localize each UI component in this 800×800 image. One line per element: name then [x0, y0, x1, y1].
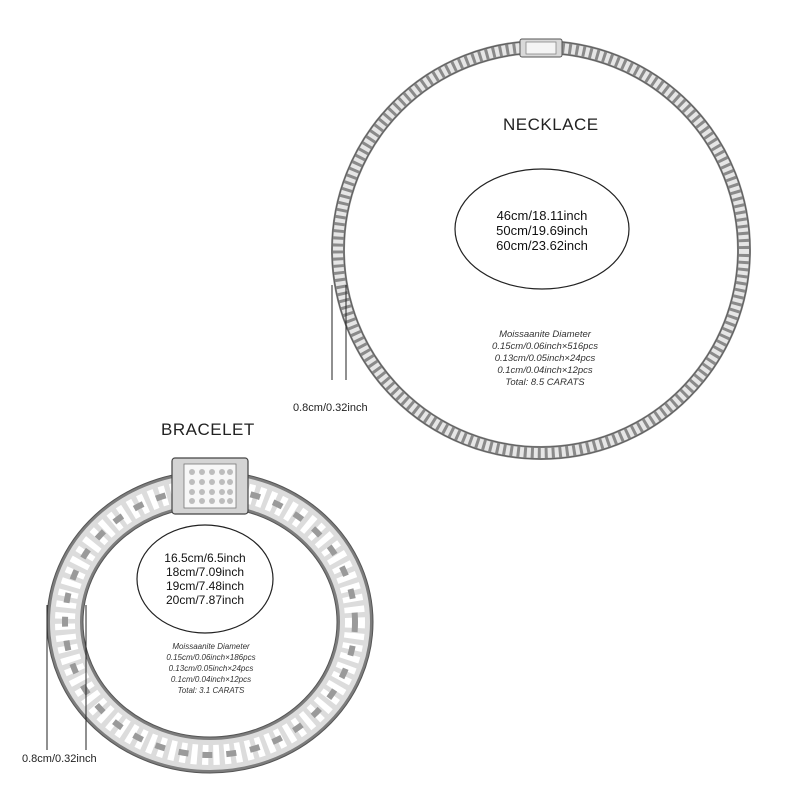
- necklace-size-list: [455, 208, 629, 253]
- necklace-spec-line-2: 0.13cm/0.05inch×24pcs: [494, 353, 596, 364]
- necklace-spec-line-3: 0.1cm/0.04inch×12pcs: [497, 365, 593, 376]
- necklace-clasp: [520, 39, 562, 57]
- bracelet-size-1: 16.5cm/6.5inch: [164, 551, 246, 565]
- necklace-width-label: 0.8cm/0.32inch: [293, 402, 368, 414]
- bracelet-spec-line-2: 0.13cm/0.05inch×24pcs: [168, 664, 254, 673]
- bracelet-spec-line-3: 0.1cm/0.04inch×12pcs: [170, 675, 252, 684]
- necklace-size-2: 50cm/19.69inch: [496, 223, 588, 238]
- bracelet-spec-heading: Moissaanite Diameter: [172, 642, 250, 651]
- necklace-spec-line-1: 0.15cm/0.06inch×516pcs: [492, 341, 598, 352]
- bracelet-title: BRACELET: [161, 420, 255, 439]
- necklace-title: NECKLACE: [503, 115, 599, 134]
- necklace-size-1: 46cm/18.11inch: [496, 208, 588, 223]
- necklace-spec-heading: Moissaanite Diameter: [499, 329, 591, 340]
- bracelet-spec-total: Total: 3.1 CARATS: [177, 686, 245, 695]
- bracelet-size-4: 20cm/7.87inch: [165, 593, 245, 607]
- bracelet-size-list: [137, 551, 273, 607]
- bracelet-size-2: 18cm/7.09inch: [165, 565, 245, 579]
- bracelet-width-label: 0.8cm/0.32inch: [22, 753, 97, 765]
- necklace-spec-total: Total: 8.5 CARATS: [505, 377, 585, 388]
- bracelet-size-3: 19cm/7.48inch: [165, 579, 245, 593]
- bracelet-spec-block: [140, 641, 282, 696]
- necklace-spec-block: [460, 329, 630, 389]
- necklace-size-3: 60cm/23.62inch: [496, 238, 588, 253]
- bracelet-spec-line-1: 0.15cm/0.06inch×186pcs: [166, 653, 256, 662]
- bracelet-clasp: [172, 458, 248, 514]
